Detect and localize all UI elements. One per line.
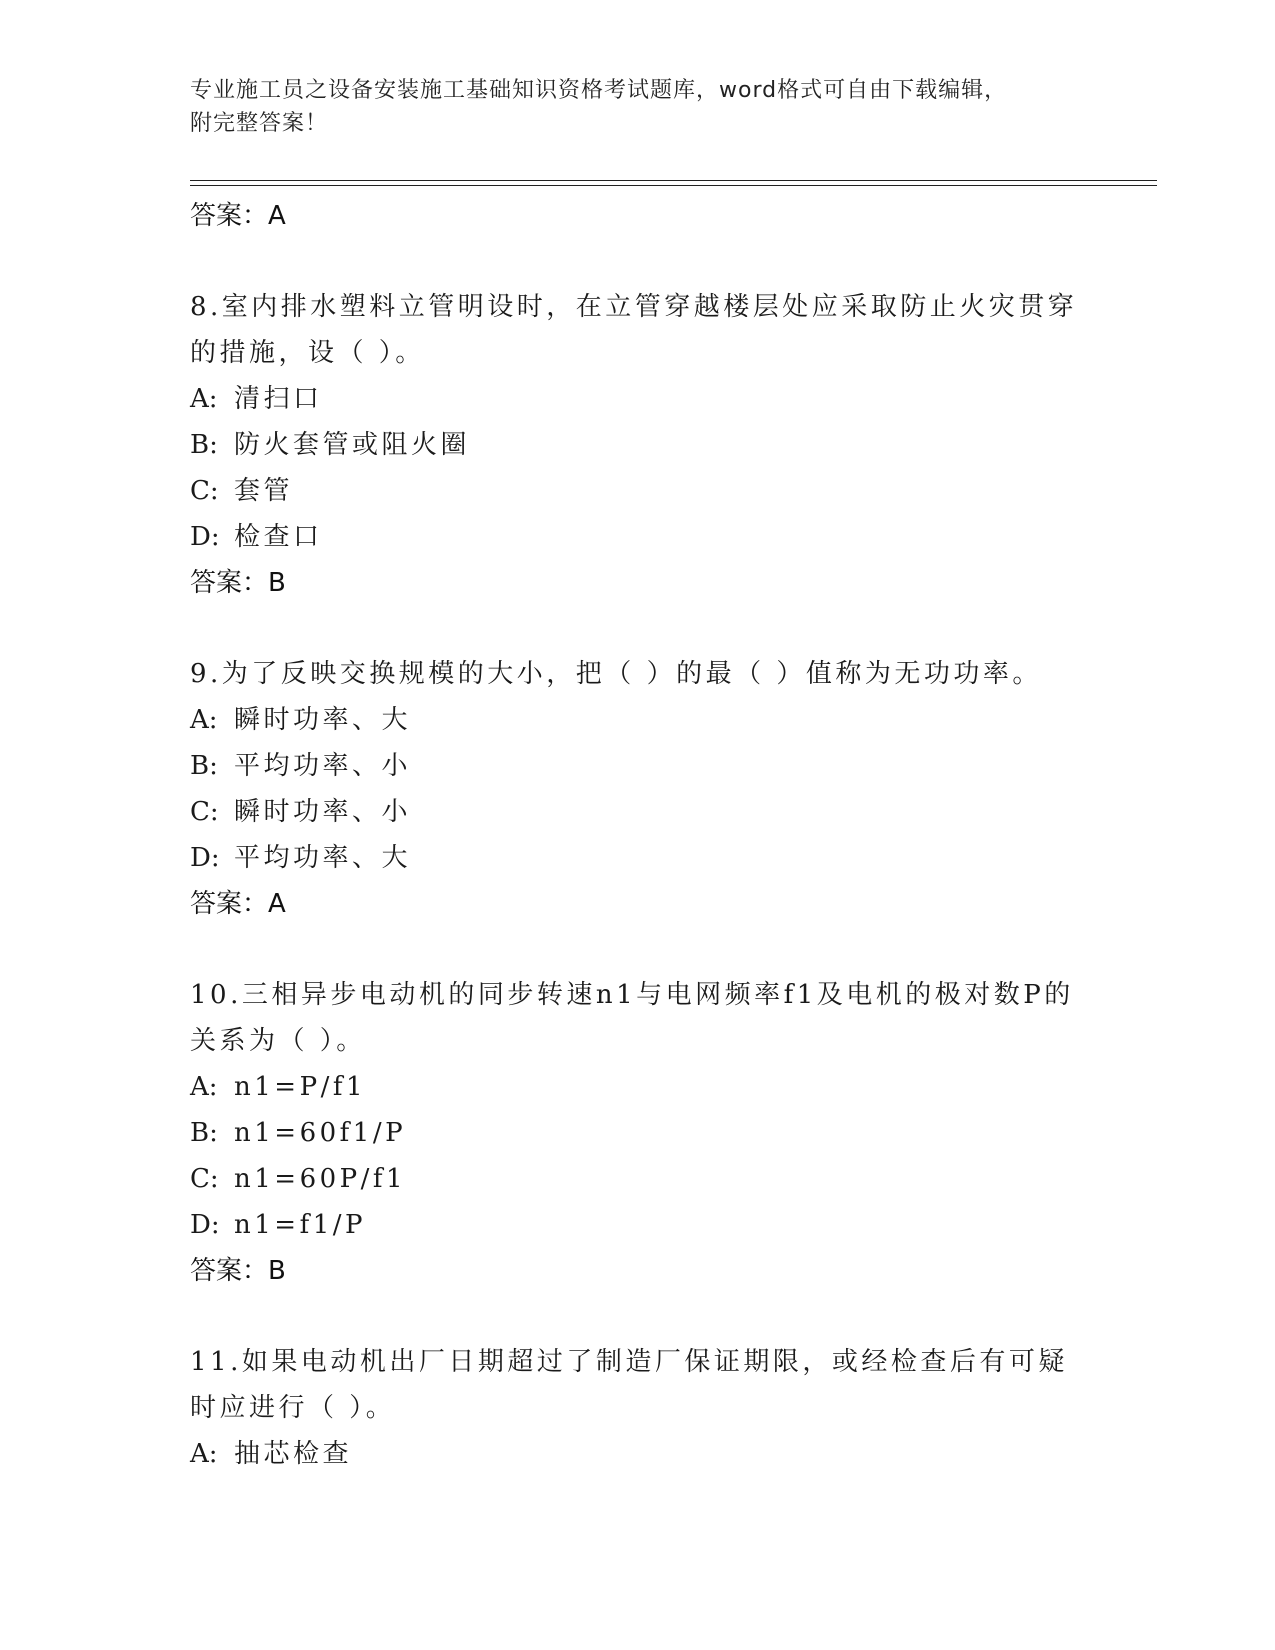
option-label: D: [190, 843, 220, 873]
option-text: n1=60f1/P [234, 1118, 407, 1148]
question-10 [190, 972, 1090, 1294]
question-stem: 10.三相异步电动机的同步转速n1与电网频率f1及电机的极对数P的关系为（ ）。 [190, 980, 1074, 1056]
option-label: B: [190, 1118, 218, 1148]
option-label: D: [190, 522, 220, 552]
option-d [190, 835, 1090, 881]
question-stem: 8.室内排水塑料立管明设时，在立管穿越楼层处应采取防止火灾贯穿的措施，设（ ）。 [190, 292, 1078, 368]
previous-answer: 答案：A [190, 201, 286, 231]
answer-line: 答案：A [190, 889, 286, 919]
question-11 [190, 1339, 1090, 1477]
answer-line: 答案：B [190, 568, 286, 598]
option-label: A: [190, 705, 218, 735]
option-label: A: [190, 1439, 218, 1469]
option-text: n1=P/f1 [234, 1072, 366, 1102]
question-stem: 9.为了反映交换规模的大小，把（ ）的最（ ）值称为无功功率。 [190, 659, 1042, 689]
header-line-1: 专业施工员之设备安装施工基础知识资格考试题库，word格式可自由下载编辑， [190, 78, 1008, 103]
option-c [190, 1156, 1090, 1202]
option-text: n1=60P/f1 [234, 1164, 407, 1194]
option-b [190, 422, 1090, 468]
option-label: C: [190, 1164, 219, 1194]
question-stem: 11.如果电动机出厂日期超过了制造厂保证期限，或经检查后有可疑时应进行（ ）。 [190, 1347, 1068, 1423]
question-list [190, 193, 1090, 1477]
option-b [190, 1110, 1090, 1156]
option-c [190, 789, 1090, 835]
option-label: C: [190, 797, 219, 827]
option-b [190, 743, 1090, 789]
option-label: D: [190, 1210, 220, 1240]
question-9 [190, 651, 1090, 927]
option-text: 防火套管或阻火圈 [234, 430, 471, 460]
option-text: 平均功率、小 [234, 751, 412, 781]
option-a [190, 376, 1090, 422]
question-8 [190, 284, 1090, 606]
option-text: 瞬时功率、大 [234, 705, 412, 735]
option-d [190, 514, 1090, 560]
option-label: B: [190, 430, 218, 460]
option-label: A: [190, 384, 218, 414]
option-label: A: [190, 1072, 218, 1102]
option-d [190, 1202, 1090, 1248]
option-text: 清扫口 [234, 384, 323, 414]
option-a [190, 1064, 1090, 1110]
header-line-2: 附完整答案！ [190, 111, 329, 136]
option-label: C: [190, 476, 219, 506]
option-a [190, 697, 1090, 743]
option-text: n1=f1/P [234, 1210, 366, 1240]
option-label: B: [190, 751, 218, 781]
header-divider-bottom [190, 185, 1157, 186]
option-a [190, 1431, 1090, 1477]
option-text: 抽芯检查 [234, 1439, 353, 1469]
option-text: 平均功率、大 [234, 843, 412, 873]
option-text: 检查口 [234, 522, 323, 552]
option-text: 套管 [234, 476, 294, 506]
option-text: 瞬时功率、小 [234, 797, 412, 827]
option-c [190, 468, 1090, 514]
answer-line: 答案：B [190, 1256, 286, 1286]
header-divider-top [190, 180, 1157, 181]
document-header [190, 74, 1090, 140]
